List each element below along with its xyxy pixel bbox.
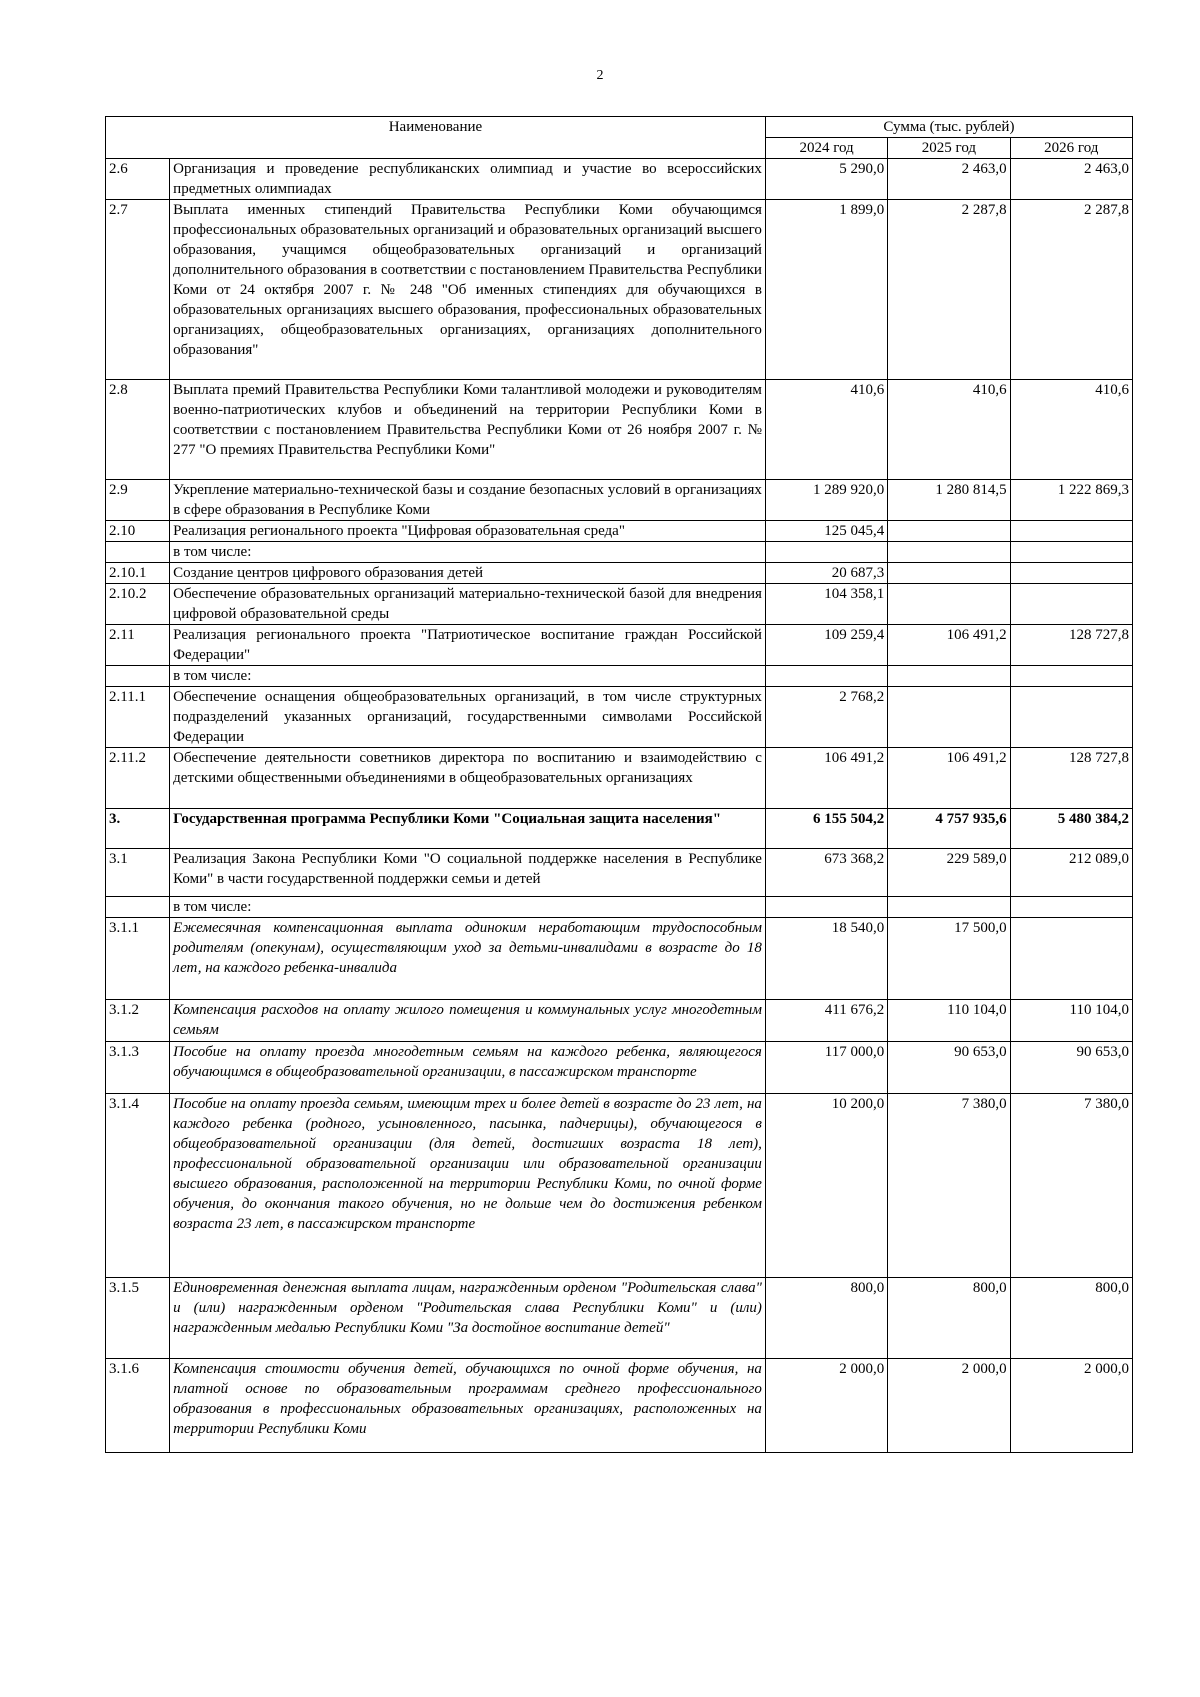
- budget-table: [105, 116, 1133, 1453]
- value-2025: 106 491,2: [888, 625, 1010, 666]
- table-row: [106, 480, 1133, 521]
- page-number: 2: [596, 68, 604, 83]
- table-body: [106, 159, 1133, 1453]
- value-2025: [888, 584, 1010, 625]
- row-number: 2.10: [106, 521, 170, 542]
- value-2025: [888, 687, 1010, 748]
- table-row: [106, 748, 1133, 809]
- table-row: [106, 584, 1133, 625]
- value-2024: 20 687,3: [765, 563, 887, 584]
- value-2024: 2 000,0: [765, 1359, 887, 1453]
- row-name: Выплата именных стипендий Правительства Республики Коми обучающимся профессиональных образовательных организаций и образовательных организаций высшего образования, учащимся общеобразовательных организаций и организаций дополнительного образования в соответствии с постановлением Правительства Республики Коми от 24 октября 2007 г. № 248 "Об именных стипендиях для обучающихся в образовательных организациях высшего образования, профессиональных образовательных организациях, общеобразовательных организациях, организациях дополнительного образования": [170, 200, 766, 380]
- row-number: 3.1.4: [106, 1094, 170, 1278]
- row-number: 3.1: [106, 849, 170, 897]
- value-2026: [1010, 897, 1132, 918]
- value-2026: [1010, 584, 1132, 625]
- value-2026: [1010, 563, 1132, 584]
- row-name: Обеспечение образовательных организаций материально-технической базой для внедрения цифровой образовательной среды: [170, 584, 766, 625]
- column-header-sum: Сумма (тыс. рублей): [765, 117, 1132, 138]
- column-header-year-2024: 2024 год: [765, 138, 887, 159]
- row-number: 2.11.1: [106, 687, 170, 748]
- table-row: [106, 666, 1133, 687]
- row-name: Обеспечение деятельности советников директора по воспитанию и взаимодействию с детскими общественными объединениями в общеобразовательных организациях: [170, 748, 766, 809]
- value-2025: [888, 521, 1010, 542]
- row-name: Пособие на оплату проезда многодетным семьям на каждого ребенка, являющегося обучающимся в общеобразовательной организации, в пассажирском транспорте: [170, 1042, 766, 1094]
- value-2024: 104 358,1: [765, 584, 887, 625]
- value-2026: 2 463,0: [1010, 159, 1132, 200]
- value-2024: 2 768,2: [765, 687, 887, 748]
- table-row: [106, 625, 1133, 666]
- value-2025: 106 491,2: [888, 748, 1010, 809]
- value-2025: 2 000,0: [888, 1359, 1010, 1453]
- row-name: Реализация регионального проекта "Патриотическое воспитание граждан Российской Федерации": [170, 625, 766, 666]
- value-2025: 90 653,0: [888, 1042, 1010, 1094]
- value-2026: [1010, 542, 1132, 563]
- value-2026: 5 480 384,2: [1010, 809, 1132, 849]
- row-number: 2.10.1: [106, 563, 170, 584]
- value-2024: 800,0: [765, 1278, 887, 1359]
- table-row: [106, 159, 1133, 200]
- table-row: [106, 897, 1133, 918]
- value-2024: 106 491,2: [765, 748, 887, 809]
- value-2024: 125 045,4: [765, 521, 887, 542]
- value-2025: [888, 563, 1010, 584]
- value-2024: 411 676,2: [765, 1000, 887, 1042]
- value-2025: 110 104,0: [888, 1000, 1010, 1042]
- value-2026: [1010, 666, 1132, 687]
- value-2024: 410,6: [765, 380, 887, 480]
- table-row: [106, 521, 1133, 542]
- value-2024: 18 540,0: [765, 918, 887, 1000]
- row-name: Обеспечение оснащения общеобразовательных организаций, в том числе структурных подразделений указанных организаций, государственными символами Российской Федерации: [170, 687, 766, 748]
- value-2026: 410,6: [1010, 380, 1132, 480]
- row-name: Государственная программа Республики Коми "Социальная защита населения": [170, 809, 766, 849]
- row-number: [106, 666, 170, 687]
- value-2026: 128 727,8: [1010, 625, 1132, 666]
- row-name: Ежемесячная компенсационная выплата одиноким неработающим трудоспособным родителям (опекунам), осуществляющим уход за детьми-инвалидами в возрасте до 18 лет, на каждого ребенка-инвалида: [170, 918, 766, 1000]
- table-row: [106, 563, 1133, 584]
- row-name: Компенсация стоимости обучения детей, обучающихся по очной форме обучения, на платной основе по образовательным программам среднего профессионального образования в профессиональных образовательных организациях, расположенных на территории Республики Коми: [170, 1359, 766, 1453]
- value-2025: 4 757 935,6: [888, 809, 1010, 849]
- row-name: в том числе:: [170, 897, 766, 918]
- row-name: Организация и проведение республиканских олимпиад и участие во всероссийских предметных олимпиадах: [170, 159, 766, 200]
- row-number: 3.1.5: [106, 1278, 170, 1359]
- row-number: 2.9: [106, 480, 170, 521]
- row-number: 3.1.6: [106, 1359, 170, 1453]
- row-number: 2.11.2: [106, 748, 170, 809]
- column-header-year-2025: 2025 год: [888, 138, 1010, 159]
- row-number: 2.8: [106, 380, 170, 480]
- value-2025: 2 287,8: [888, 200, 1010, 380]
- row-number: 2.6: [106, 159, 170, 200]
- row-name: Реализация регионального проекта "Цифровая образовательная среда": [170, 521, 766, 542]
- row-name: Компенсация расходов на оплату жилого помещения и коммунальных услуг многодетным семьям: [170, 1000, 766, 1042]
- table-row: [106, 1000, 1133, 1042]
- value-2025: 2 463,0: [888, 159, 1010, 200]
- value-2025: 7 380,0: [888, 1094, 1010, 1278]
- value-2024: 109 259,4: [765, 625, 887, 666]
- row-name: в том числе:: [170, 542, 766, 563]
- value-2024: 10 200,0: [765, 1094, 887, 1278]
- value-2025: 800,0: [888, 1278, 1010, 1359]
- table-row: [106, 1278, 1133, 1359]
- row-name: Пособие на оплату проезда семьям, имеющим трех и более детей в возрасте до 23 лет, на каждого ребенка (родного, усыновленного, пасынка, падчерицы), обучающегося в общеобразовательной организации (для детей, достигших возраста 18 лет), профессиональной образовательной организации или образовательной организации высшего образования, расположенной на территории Республики Коми, по очной форме обучения, до окончания такого обучения, но не дольше чем до достижения ребенком возраста 23 лет, в пассажирском транспорте: [170, 1094, 766, 1278]
- value-2026: [1010, 687, 1132, 748]
- table-row: [106, 1359, 1133, 1453]
- row-number: 3.1.1: [106, 918, 170, 1000]
- table-row: [106, 1042, 1133, 1094]
- table-row: [106, 1094, 1133, 1278]
- row-number: 2.10.2: [106, 584, 170, 625]
- table-row: [106, 200, 1133, 380]
- table-row: [106, 918, 1133, 1000]
- value-2025: [888, 542, 1010, 563]
- value-2024: 1 289 920,0: [765, 480, 887, 521]
- row-number: 3.: [106, 809, 170, 849]
- row-number: 2.11: [106, 625, 170, 666]
- table-row: [106, 849, 1133, 897]
- value-2026: 1 222 869,3: [1010, 480, 1132, 521]
- value-2026: 110 104,0: [1010, 1000, 1132, 1042]
- row-number: 3.1.2: [106, 1000, 170, 1042]
- value-2026: [1010, 918, 1132, 1000]
- value-2026: [1010, 521, 1132, 542]
- value-2026: 2 000,0: [1010, 1359, 1132, 1453]
- value-2026: 2 287,8: [1010, 200, 1132, 380]
- value-2025: [888, 666, 1010, 687]
- value-2026: 90 653,0: [1010, 1042, 1132, 1094]
- row-number: [106, 542, 170, 563]
- value-2024: [765, 542, 887, 563]
- value-2024: [765, 897, 887, 918]
- table-row: [106, 380, 1133, 480]
- row-number: 3.1.3: [106, 1042, 170, 1094]
- value-2025: 229 589,0: [888, 849, 1010, 897]
- row-name: в том числе:: [170, 666, 766, 687]
- row-name: Выплата премий Правительства Республики Коми талантливой молодежи и руководителям военно-патриотических клубов и объединений на территории Республики Коми в соответствии с постановлением Правительства Республики Коми от 26 ноября 2007 г. № 277 "О премиях Правительства Республики Коми": [170, 380, 766, 480]
- value-2025: [888, 897, 1010, 918]
- value-2025: 17 500,0: [888, 918, 1010, 1000]
- value-2024: 6 155 504,2: [765, 809, 887, 849]
- table-row: [106, 542, 1133, 563]
- row-name: Создание центров цифрового образования детей: [170, 563, 766, 584]
- row-number: [106, 897, 170, 918]
- table-row: [106, 809, 1133, 849]
- value-2024: 673 368,2: [765, 849, 887, 897]
- value-2024: [765, 666, 887, 687]
- row-name: Укрепление материально-технической базы и создание безопасных условий в организациях в сфере образования в Республике Коми: [170, 480, 766, 521]
- column-header-year-2026: 2026 год: [1010, 138, 1132, 159]
- value-2026: 212 089,0: [1010, 849, 1132, 897]
- value-2026: 800,0: [1010, 1278, 1132, 1359]
- value-2025: 410,6: [888, 380, 1010, 480]
- value-2026: 7 380,0: [1010, 1094, 1132, 1278]
- column-header-name: Наименование: [106, 117, 766, 159]
- value-2024: 1 899,0: [765, 200, 887, 380]
- value-2024: 117 000,0: [765, 1042, 887, 1094]
- row-name: Реализация Закона Республики Коми "О социальной поддержке населения в Республике Коми" в части государственной поддержки семьи и детей: [170, 849, 766, 897]
- row-name: Единовременная денежная выплата лицам, награжденным орденом "Родительская слава" и (или) награжденным орденом "Родительская слава Республики Коми" и (или) награжденным медалью Республики Коми "За достойное воспитание детей": [170, 1278, 766, 1359]
- table-row: [106, 687, 1133, 748]
- value-2025: 1 280 814,5: [888, 480, 1010, 521]
- row-number: 2.7: [106, 200, 170, 380]
- value-2026: 128 727,8: [1010, 748, 1132, 809]
- value-2024: 5 290,0: [765, 159, 887, 200]
